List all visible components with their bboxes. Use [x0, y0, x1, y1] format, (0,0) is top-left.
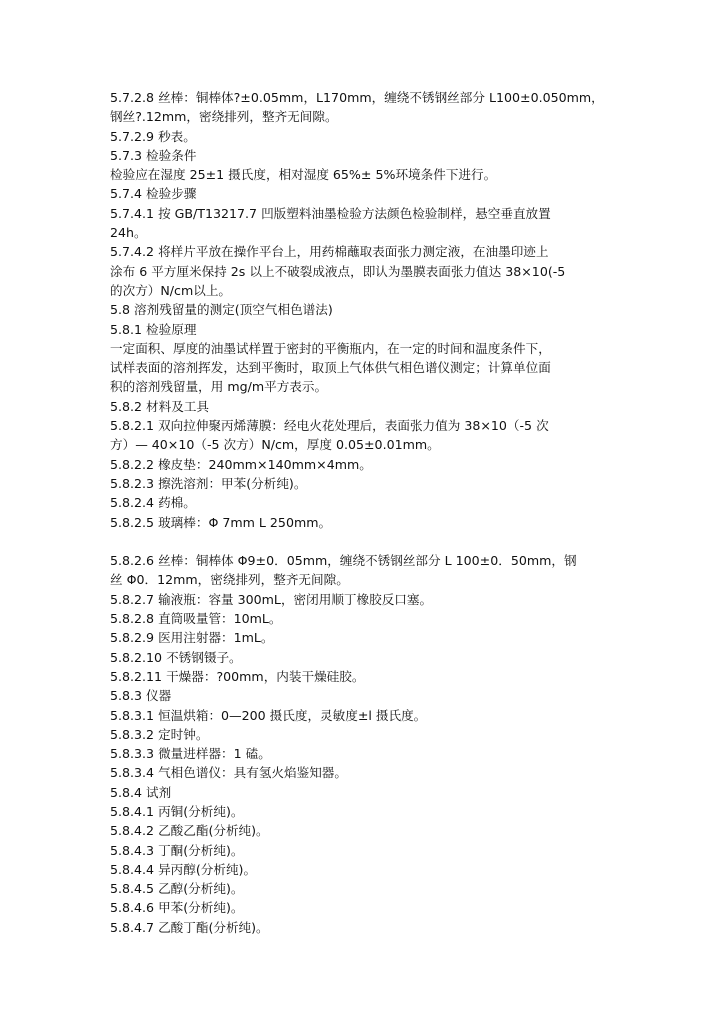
text-line: 一定面积、厚度的油墨试样置于密封的平衡瓶内，在一定的时间和温度条件下，: [110, 340, 551, 356]
text-line: 5.8.4.1 丙铜(分析纯)。: [110, 803, 244, 819]
text-line: 钢丝?.12mm，密绕排列，整齐无间隙。: [110, 109, 338, 125]
text-line: 5.8.2 材料及工具: [110, 398, 210, 414]
text-line: 试样表面的溶剂挥发，达到平衡时，取顶上气体供气相色谱仪测定；计算单位面: [110, 360, 551, 376]
text-line: 5.8.4.5 乙醇(分析纯)。: [110, 881, 244, 897]
text-line: 5.8.2.2 橡皮垫：240mm×140mm×4mm。: [110, 456, 372, 472]
text-line: 5.8.4.4 异丙醇(分析纯)。: [110, 861, 257, 877]
text-line: 涂布 6 平方厘米保持 2s 以上不破裂成液点，即认为墨膜表面张力值达 38×10(-5: [110, 263, 566, 279]
text-line: 5.7.4.2 将样片平放在操作平台上，用药棉蘸取表面张力测定液，在油墨印迹上: [110, 244, 549, 260]
text-line: 5.8 溶剂残留量的测定(顶空气相色谱法): [110, 302, 333, 318]
text-line: 的次方）N/cm以上。: [110, 282, 232, 298]
text-line: 5.8.3 仪器: [110, 688, 172, 704]
text-line: 5.8.4.3 丁酮(分析纯)。: [110, 842, 244, 858]
text-line: 5.7.4 检验步骤: [110, 186, 197, 202]
text-line: 5.8.2.3 擦洗溶剂：甲苯(分析纯)。: [110, 475, 307, 491]
text-line: 5.8.2.5 玻璃棒：Φ 7mm L 250mm。: [110, 514, 332, 530]
text-line: 5.8.2.9 医用注射器：1mL。: [110, 630, 274, 646]
document-body: [110, 88, 620, 937]
text-line: 5.8.4 试剂: [110, 784, 172, 800]
text-line: 5.8.2.6 丝棒：铜棒体 Φ9±0．05mm，缠绕不锈钢丝部分 L 100±0．50mm，钢: [110, 553, 577, 569]
text-line: 5.7.2.8 丝棒：铜棒体?±0.05mm，L170mm，缠绕不锈钢丝部分 L100±0.050mm，: [110, 90, 604, 105]
text-line: 5.7.2.9 秒表。: [110, 128, 196, 144]
blank-line: [110, 532, 620, 551]
text-line: 5.8.1 检验原理: [110, 321, 197, 337]
text-line: 5.8.4.6 甲苯(分析纯)。: [110, 900, 244, 916]
text-line: 5.8.2.8 直筒吸量管：10mL。: [110, 611, 282, 627]
text-line: 5.7.3 检验条件: [110, 147, 197, 163]
text-line: 5.8.2.11 干燥器：?00mm，内装干燥硅胶。: [110, 668, 365, 684]
text-line: 24h。: [110, 225, 147, 241]
text-line: 5.8.4.2 乙酸乙酯(分析纯)。: [110, 823, 269, 839]
text-line: 5.8.2.1 双向拉伸聚丙烯薄膜：经电火花处理后，表面张力值为 38×10（-5 次: [110, 418, 549, 434]
text-line: 5.8.2.10 不锈钢镊子。: [110, 649, 242, 665]
text-line: 5.8.3.2 定时钟。: [110, 726, 209, 742]
text-line: 5.8.3.4 气相色谱仪：具有氢火焰鉴知器。: [110, 765, 347, 781]
text-line: 检验应在湿度 25±1 摄氏度，相对湿度 65%± 5%环境条件下进行。: [110, 167, 497, 183]
text-line: 5.7.4.1 按 GB/T13217.7 凹版塑料油墨检验方法颜色检验制样，悬空垂直放置: [110, 205, 551, 221]
text-line: 5.8.3.1 恒温烘箱：0—200 摄氏度，灵敏度±l 摄氏度。: [110, 707, 427, 723]
text-line: 5.8.4.7 乙酸丁酯(分析纯)。: [110, 919, 269, 935]
text-line: 5.8.3.3 微量进样器：1 磕。: [110, 746, 271, 762]
text-line: 丝 Φ0．12mm，密绕排列，整齐无间隙。: [110, 572, 349, 588]
text-line: 5.8.2.4 药棉。: [110, 495, 196, 511]
text-line: 方）— 40×10（-5 次方）N/cm，厚度 0.05±0.01mm。: [110, 437, 440, 453]
text-line: 5.8.2.7 输液瓶：容量 300mL，密闭用顺丁橡胶反口塞。: [110, 591, 433, 607]
text-line: 积的溶剂残留量，用 mg/m平方表示。: [110, 379, 328, 395]
